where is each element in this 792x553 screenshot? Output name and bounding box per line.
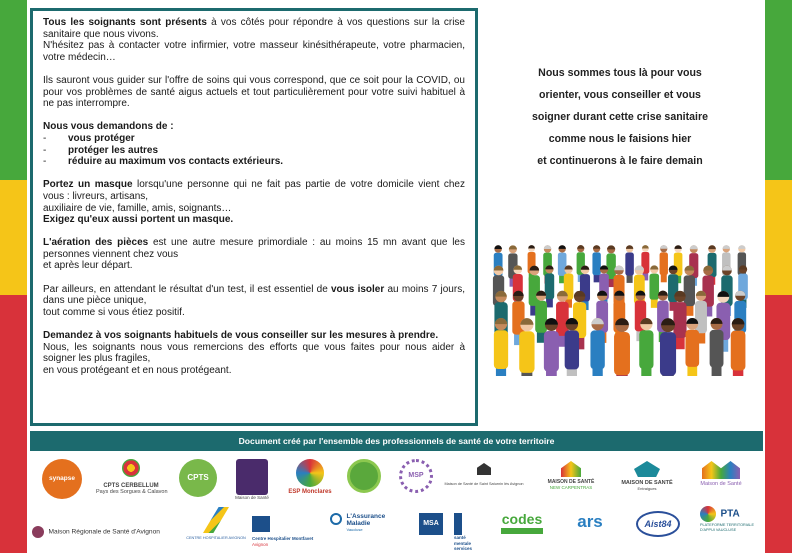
- slogan-line: comme nous le faisions hier: [548, 133, 692, 145]
- mask-demand-bold: Exigez qu'eux aussi portent un masque.: [43, 214, 234, 226]
- logo-esp-monclares: [282, 459, 338, 495]
- logo-pta: [700, 505, 760, 532]
- logo-msa: [416, 513, 446, 535]
- stripe-red: [0, 295, 27, 553]
- logo-caption: Maison de Santé: [235, 495, 269, 500]
- tree-logo-mark: [347, 459, 381, 493]
- houses-icon: [702, 461, 740, 479]
- logo-maison-sante-1: [232, 459, 272, 501]
- logo-caption: L'Assurance Maladie: [346, 513, 386, 527]
- mask-text: lorsqu'une personne qui ne fait pas partie de votre domicile vient chez vous : livreurs, artisans,: [43, 179, 465, 202]
- mrsa-logo-mark: [32, 526, 44, 538]
- partner-logos: [30, 455, 763, 553]
- intro-bold: Tous les soignants sont présents: [43, 17, 207, 28]
- person-figure: [639, 318, 653, 376]
- logo-caption: MAISON DE SANTÉ: [621, 480, 673, 486]
- logo-caption: CENTRE HOSPITALIER AVIGNON: [186, 536, 246, 540]
- logo-msp: [394, 459, 438, 493]
- house-icon: [561, 461, 581, 477]
- person-figure: [519, 318, 534, 376]
- logo-caption: santé mentale services: [454, 535, 473, 551]
- assurance-logo-mark: [330, 513, 342, 525]
- logo-saint-saturnin: [444, 463, 524, 487]
- logo-cpts: [176, 459, 220, 497]
- mask-bold: Portez un masque: [43, 179, 133, 191]
- paragraph-isolate: [43, 284, 465, 307]
- credits-banner: Document créé par l'ensemble des professionnels de santé de votre territoire: [30, 431, 763, 451]
- house-icon: [634, 461, 660, 477]
- logo-caption: ESP Monclares: [288, 489, 332, 495]
- person-figure: [544, 318, 559, 376]
- person-figure: [625, 245, 634, 283]
- slogan-line: orienter, vous conseiller et vous: [539, 89, 701, 101]
- paragraph-guide: Ils sauront vous guider sur l'offre de soins qui vous correspond, que ce soit pour la COVID, ou pour vos problèmes de santé aigus actuels et tout particulièrement pour votre suivi habituel à ne pas interrompre.: [43, 74, 465, 110]
- msa-logo-mark: MSA: [419, 513, 443, 535]
- demand-text: protéger les autres: [68, 144, 159, 156]
- paragraph-closing-line2: Nous, les soignants nous vous remercions des efforts que vous faites pour nous aider à soigner les plus fragiles,: [43, 341, 465, 365]
- logo-subcaption: Pays des Sorgues & Calavon: [96, 489, 168, 495]
- logo-ch-avignon: [186, 507, 246, 541]
- logo-synapse: [40, 459, 84, 499]
- logo-mrsa: [32, 523, 182, 541]
- logo-caption: ars: [577, 512, 603, 531]
- logo-caption: PTA: [720, 508, 740, 520]
- paragraph-mask-line2: auxiliaire de vie, famille, amis, soignants…: [43, 202, 232, 214]
- demand-text: réduire au maximum vos contacts extérieurs.: [68, 156, 284, 168]
- person-figure: [590, 318, 604, 376]
- logo-subcaption: NEW CARPENTRAS: [549, 485, 593, 490]
- logo-maison-sante-carpentras: [536, 461, 606, 491]
- house-icon: [477, 463, 491, 475]
- isolate-post: au moins 7 jours, dans une pièce unique,: [43, 283, 465, 307]
- synapse-logo-mark: synapse: [42, 459, 82, 499]
- msp-logo-mark: MSP: [399, 459, 433, 493]
- right-color-stripe: [765, 0, 792, 553]
- logo-subcaption: Vaucluse: [346, 527, 363, 532]
- demands-list: [43, 133, 465, 168]
- slogan-line: soigner durant cette crise sanitaire: [531, 111, 709, 123]
- crowd-illustration: [490, 234, 752, 376]
- closing-bold: Demandez à vos soignants habituels de vous conseiller sur les mesures à prendre.: [43, 330, 439, 342]
- person-figure: [494, 318, 508, 376]
- logo-caption: Maison de Santé de Saint Saturnin lès Avignon: [444, 482, 524, 486]
- codes-underline: [501, 528, 543, 534]
- demand-item: - réduire au maximum vos contacts extérieurs.: [43, 156, 284, 168]
- isolate-pre: Par ailleurs, en attendant le résultat d'un test, il est essentiel de: [43, 283, 331, 295]
- ch-avignon-logo-mark: [203, 507, 229, 533]
- paragraph-aeration-line2: et après leur départ.: [43, 260, 133, 272]
- demands-title: [43, 121, 465, 133]
- logo-caption: CPTS CERBELLUM: [103, 483, 159, 489]
- stripe-yellow: [0, 180, 27, 295]
- demands-title-text: Nous vous demandons de :: [43, 121, 174, 133]
- slogan: [500, 62, 740, 172]
- person-figure: [731, 318, 746, 376]
- aist-logo-mark: Aist84: [636, 511, 680, 537]
- logo-caption: Maison Régionale de Santé d'Avignon: [48, 528, 160, 536]
- paragraph-aeration: [43, 237, 465, 260]
- montfavet-logo-mark: [252, 516, 270, 532]
- logo-ars: [568, 511, 612, 533]
- aeration-bold: L'aération des pièces: [43, 237, 149, 249]
- logo-subcaption: Avignon: [252, 541, 269, 547]
- paragraph-closing-line3: en vous protégeant et en nous protégeant.: [43, 364, 232, 376]
- paragraph-mask-line3: [43, 214, 465, 226]
- logo-maison-sante-color: [690, 461, 752, 487]
- person-figure: [660, 318, 676, 376]
- paragraph-intro: [43, 17, 465, 40]
- paragraph-closing: [43, 330, 465, 342]
- person-figure: [660, 245, 668, 282]
- logo-sante-mentale: [454, 513, 490, 553]
- demand-item: - protéger les autres: [43, 144, 159, 156]
- person-figure: [545, 265, 554, 307]
- intro-text: à vos côtés pour répondre à vos questions sur la crise sanitaire que nous vivons.: [43, 17, 465, 40]
- sante-mentale-logo-mark: [454, 513, 462, 535]
- slogan-line: Nous sommes tous là pour vous: [538, 67, 702, 79]
- esp-logo-mark: [296, 459, 324, 487]
- person-figure: [565, 318, 579, 376]
- left-color-stripe: [0, 0, 27, 553]
- person-figure: [614, 318, 630, 376]
- logo-caption: codes: [501, 511, 543, 527]
- logo-caption: Centre Hospitalier Montfavet: [252, 535, 314, 541]
- logo-subcaption: Entraigues: [637, 486, 657, 491]
- logo-caption: MAISON DE SANTÉ: [547, 479, 595, 485]
- logo-aist84: [632, 511, 684, 537]
- aeration-text: est une autre mesure primordiale : au moins 15 mn avant que les personnes viennent chez vous: [43, 237, 465, 260]
- person-figure: [710, 318, 724, 376]
- logo-assurance-maladie: [330, 513, 400, 533]
- logo-caption: Maison de Santé: [700, 481, 742, 487]
- logo-ch-montfavet: [252, 515, 316, 551]
- paragraph-mask: [43, 179, 465, 202]
- person-figure: [649, 265, 659, 307]
- logo-tree: [344, 459, 384, 493]
- person-figure: [685, 318, 699, 376]
- stripe-green: [765, 0, 792, 180]
- stripe-red: [765, 295, 792, 553]
- logo-cpts-cerebellum: [96, 459, 166, 495]
- demand-text: vous protéger: [68, 132, 135, 144]
- logo-maison-sante-entraigues: [616, 461, 678, 492]
- pta-logo-mark: [700, 506, 716, 522]
- isolate-bold: vous isoler: [331, 283, 385, 295]
- stripe-green: [0, 0, 27, 180]
- logo-subcaption: PLATEFORME TERRITORIALE D'APPUI VAUCLUSE: [700, 523, 755, 532]
- slogan-line: et continuerons à le faire demain: [537, 155, 703, 167]
- stripe-yellow: [765, 180, 792, 295]
- paragraph-contact: N'hésitez pas à contacter votre infirmier, votre masseur kinésithérapeute, votre pharmacien, votre médecin…: [43, 40, 465, 63]
- maison-sante-logo-mark: [236, 459, 268, 495]
- cpts-logo-mark: CPTS: [179, 459, 217, 497]
- demand-item: - vous protéger: [43, 132, 135, 144]
- paragraph-isolate-line2: tout comme si vous étiez positif.: [43, 306, 185, 318]
- main-text-box: [30, 8, 478, 426]
- cerebellum-logo-mark: [122, 459, 140, 477]
- logo-codes: [498, 511, 546, 534]
- person-figure: [564, 265, 574, 307]
